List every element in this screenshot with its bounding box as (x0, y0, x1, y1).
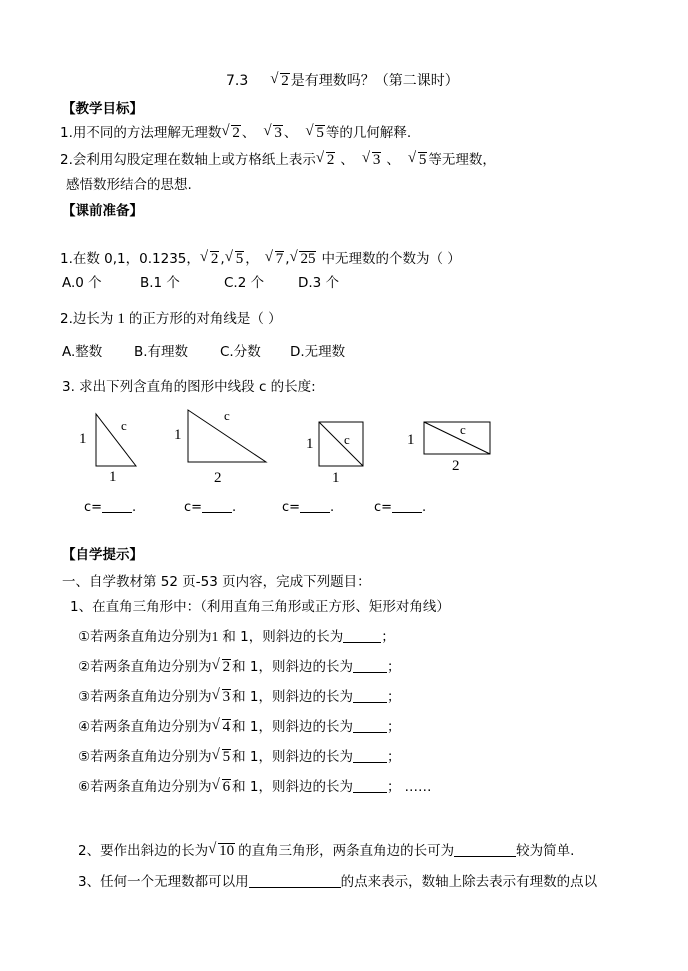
section-1-item-1: ①若两条直角边分别为1 和 1，则斜边的长为 ； (78, 629, 395, 645)
option-d: D.3 个 (298, 275, 340, 291)
radical: √ 3 (213, 688, 232, 706)
objective-item-2-line2: 感悟数形结合的思想. (66, 177, 192, 193)
figure-3 (304, 418, 374, 488)
question-1: 1.在数 0,1，0.1235，√ 2 ,√ 5 ，√ 7 ,√ 25 中无理数的个数为（ ） (60, 250, 461, 268)
answer-blank[interactable] (353, 688, 387, 703)
answer-blank[interactable] (249, 873, 341, 888)
question-3: 3. 求出下列含直角的图形中线段 c 的长度: (62, 379, 316, 395)
figure-1-hyp-label: c (121, 418, 127, 433)
figure-2-bottom-label: 2 (214, 470, 222, 486)
page-title (226, 72, 459, 90)
section-1-item-3: ③若两条直角边分别为√ 3 和 1，则斜边的长为 ； (78, 688, 401, 706)
section-1-item-5: ⑤若两条直角边分别为√ 5 和 1，则斜边的长为 ； (78, 748, 401, 766)
option-a: A.0 个 (62, 275, 102, 291)
radical: √ 5 (226, 250, 245, 268)
answer-blank[interactable] (353, 748, 387, 763)
answer-1: c= . (84, 500, 137, 515)
question-1-options (62, 274, 339, 292)
figure-4-bottom-label: 2 (452, 458, 460, 474)
option-c: C.2 个 (224, 275, 265, 291)
radical: √ 6 (213, 778, 232, 796)
radical: √ 2 (201, 250, 220, 268)
figure-4-hyp-label: c (460, 422, 466, 437)
diagonal-line (319, 422, 363, 466)
radical: √ 3 (363, 151, 382, 169)
answer-blank[interactable] (202, 498, 232, 513)
title-text: 是有理数吗？（第二课时） (290, 73, 459, 89)
radical: √ 2 (222, 124, 241, 142)
figure-2 (172, 404, 272, 488)
figure-4 (404, 418, 498, 474)
section-3: 3、任何一个无理数都可以用 的点来表示，数轴上除去表示有理数的点以 (78, 874, 598, 890)
title-number: 7.3 (226, 73, 249, 89)
answer-blank[interactable] (392, 498, 422, 513)
figure-2-hyp-label: c (224, 408, 230, 423)
option-b: B.有理数 (134, 344, 189, 360)
radical: √ 7 (266, 250, 285, 268)
figure-3-left-label: 1 (306, 436, 314, 452)
figure-3-bottom-label: 1 (332, 470, 340, 486)
answer-3: c= . (282, 500, 335, 515)
answer-blank[interactable] (454, 842, 516, 857)
radical: √ 10 (209, 842, 235, 860)
radical: √ 5 (213, 748, 232, 766)
section-2: 2、要作出斜边的长为√ 10 的直角三角形，两条直角边的长可为 较为简单. (78, 842, 574, 860)
option-d: D.无理数 (290, 344, 346, 360)
answer-blank[interactable] (353, 718, 387, 733)
option-a: A.整数 (62, 344, 103, 360)
self-study-intro: 一、自学教材第 52 页-53 页内容，完成下列题目： (62, 574, 371, 590)
answer-4: c= . (374, 500, 427, 515)
title-radical: √ 2 (271, 72, 290, 90)
prep-heading: 【课前准备】 (62, 203, 143, 219)
answer-blank[interactable] (102, 498, 132, 513)
objective-item-2: 2.会利用勾股定理在数轴上或方格纸上表示√ 2 、√ 3 、√ 5 等无理数， (60, 151, 496, 169)
objective-item-1: 1.用不同的方法理解无理数√ 2 、√ 3 、√ 5 等的几何解释. (60, 124, 411, 142)
triangle-shape (96, 414, 136, 466)
section-1-item-2: ②若两条直角边分别为√ 2 和 1，则斜边的长为 ； (78, 658, 401, 676)
radical: √ 2 (317, 151, 336, 169)
answer-blank[interactable] (353, 658, 387, 673)
figure-1 (76, 410, 146, 486)
answer-blank[interactable] (300, 498, 330, 513)
answer-2: c= . (184, 500, 237, 515)
radical: √ 5 (306, 124, 325, 142)
radical: √ 3 (264, 124, 283, 142)
question-2-options (62, 343, 345, 361)
radical: √ 4 (213, 718, 232, 736)
question-2: 2.边长为 1 的正方形的对角线是（ ） (60, 311, 282, 327)
figure-2-left-label: 1 (174, 427, 182, 443)
option-c: C.分数 (220, 344, 261, 360)
figure-1-bottom-label: 1 (109, 469, 117, 485)
figure-4-left-label: 1 (407, 432, 415, 448)
figure-1-left-label: 1 (79, 431, 87, 447)
answer-blank[interactable] (343, 628, 381, 643)
radical: √ 5 (409, 151, 428, 169)
radical: √ 25 (290, 250, 316, 268)
radical: √ 2 (213, 658, 232, 676)
objectives-heading: 【教学目标】 (62, 101, 143, 117)
diagonal-line (424, 422, 490, 454)
section-1-text: 1、在直角三角形中：（利用直角三角形或正方形、矩形对角线） (70, 599, 450, 615)
option-b: B.1 个 (140, 275, 180, 291)
ellipsis: …… (404, 779, 432, 795)
section-1-item-6: ⑥若两条直角边分别为√ 6 和 1，则斜边的长为 ； …… (78, 778, 432, 796)
section-1-item-4: ④若两条直角边分别为√ 4 和 1，则斜边的长为 ； (78, 718, 401, 736)
figure-3-hyp-label: c (344, 432, 350, 447)
answer-blank[interactable] (353, 778, 387, 793)
self-study-heading: 【自学提示】 (62, 547, 143, 563)
